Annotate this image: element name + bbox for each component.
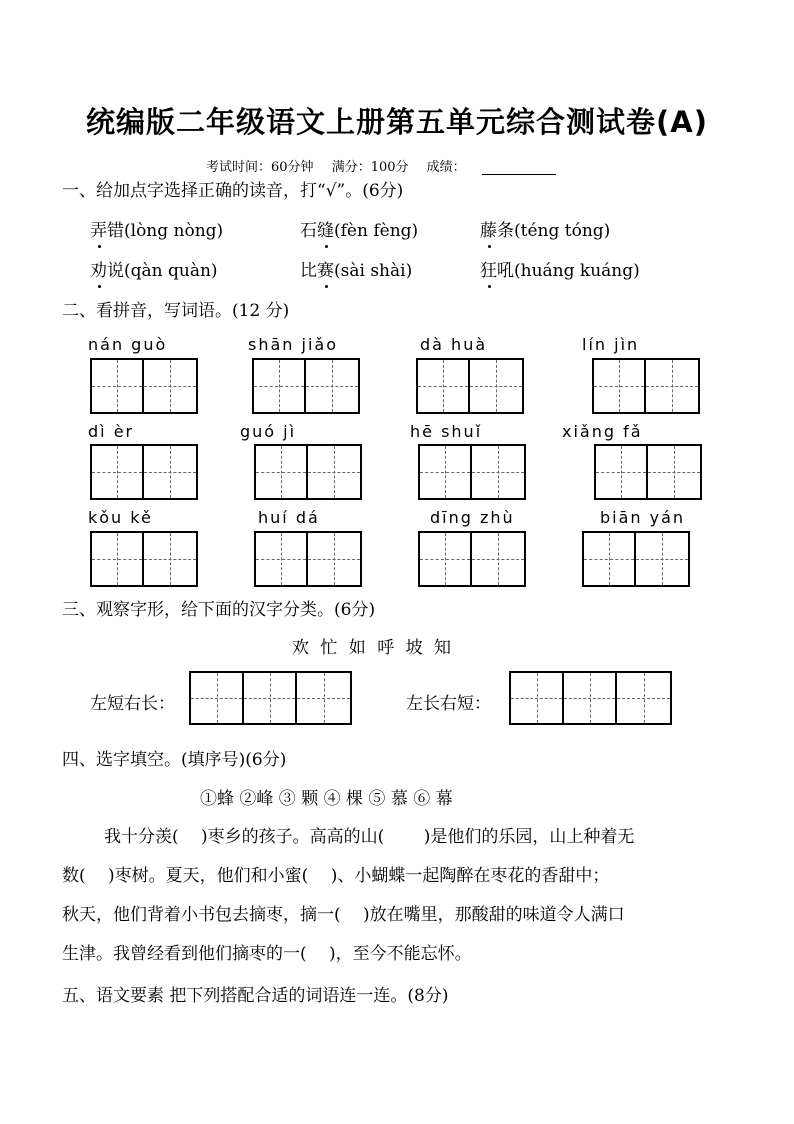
pinyin-label: dīng zhù xyxy=(430,508,515,527)
left-long-right-short-label: 左长右短： xyxy=(406,694,491,714)
section-5-heading: 五、语文要素 把下列搭配合适的词语连一连。(8分) xyxy=(62,986,449,1006)
choice-text: 吼(huáng kuáng) xyxy=(497,261,640,281)
dotted-char: 赛 xyxy=(317,261,334,281)
choice-item[interactable] xyxy=(480,216,610,241)
pinyin-label: xiǎng fǎ xyxy=(562,422,643,441)
fill-paragraph xyxy=(62,818,734,974)
score-label: 成绩： xyxy=(426,160,466,175)
section-3-heading: 三、观察字形，给下面的汉字分类。(6分) xyxy=(62,600,376,620)
exam-info xyxy=(206,156,570,175)
writing-grid[interactable] xyxy=(90,531,198,587)
choice-text: (sài shài) xyxy=(334,261,413,281)
choice-text: (fèn fèng) xyxy=(334,221,419,241)
left-short-right-long-label: 左短右长： xyxy=(90,694,175,714)
pinyin-label: shān jiǎo xyxy=(248,335,338,354)
pinyin-label: guó jì xyxy=(240,422,297,441)
section-4-heading: 四、选字填空。(填序号)(6分) xyxy=(62,750,287,770)
paragraph-line: 我十分羡( )枣乡的孩子。高高的山( )是他们的乐园，山上种着无 xyxy=(104,827,635,847)
choice-item[interactable] xyxy=(90,256,218,281)
paragraph-line: 生津。我曾经看到他们摘枣的一( )，至今不能忘怀。 xyxy=(62,944,472,964)
writing-grid[interactable] xyxy=(252,358,360,414)
classify-grid-left[interactable] xyxy=(189,671,352,725)
choice-prefix: 比 xyxy=(300,261,317,281)
pinyin-label: nán guò xyxy=(88,335,168,354)
writing-grid[interactable] xyxy=(90,358,198,414)
writing-grid[interactable] xyxy=(416,358,524,414)
writing-grid[interactable] xyxy=(592,358,700,414)
writing-grid[interactable] xyxy=(90,444,198,500)
score-blank[interactable] xyxy=(482,162,556,175)
choice-prefix: 石 xyxy=(300,221,317,241)
choice-item[interactable] xyxy=(90,216,223,241)
writing-grid[interactable] xyxy=(254,531,362,587)
dotted-char: 狂 xyxy=(480,261,497,281)
choice-text: 条(téng tóng) xyxy=(497,221,611,241)
classify-grid-right[interactable] xyxy=(509,671,672,725)
dotted-char: 藤 xyxy=(480,221,497,241)
dotted-char: 缝 xyxy=(317,221,334,241)
pinyin-label: dì èr xyxy=(88,422,135,441)
writing-grid[interactable] xyxy=(418,444,526,500)
paragraph-line: 秋天，他们背着小书包去摘枣，摘一( )放在嘴里，那酸甜的味道令人满口 xyxy=(62,905,625,925)
writing-grid[interactable] xyxy=(582,531,690,587)
choice-text: 错(lòng nòng) xyxy=(107,221,224,241)
pinyin-label: kǒu kě xyxy=(88,508,153,527)
choice-item[interactable] xyxy=(300,216,418,241)
writing-grid[interactable] xyxy=(254,444,362,500)
choice-text: 说(qàn quàn) xyxy=(107,261,218,281)
full-score: 满分：100分 xyxy=(331,160,409,175)
pinyin-label: biān yán xyxy=(600,508,686,527)
dotted-char: 劝 xyxy=(90,261,107,281)
writing-grid[interactable] xyxy=(594,444,702,500)
character-list: 欢 忙 如 呼 坡 知 xyxy=(292,638,455,658)
page-title: 统编版二年级语文上册第五单元综合测试卷(A) xyxy=(86,105,708,139)
pinyin-label: huí dá xyxy=(258,508,320,527)
pinyin-label: lín jìn xyxy=(582,335,640,354)
writing-grid[interactable] xyxy=(418,531,526,587)
paragraph-line: 数( )枣树。夏天，他们和小蜜( )、小蝴蝶一起陶醉在枣花的香甜中； xyxy=(62,866,610,886)
dotted-char: 弄 xyxy=(90,221,107,241)
choice-item[interactable] xyxy=(300,256,412,281)
option-list: ①蜂 ②峰 ③ 颗 ④ 棵 ⑤ 慕 ⑥ 幕 xyxy=(200,789,453,809)
section-1-heading: 一、给加点字选择正确的读音，打“√”。(6分) xyxy=(62,181,404,201)
choice-item[interactable] xyxy=(480,256,640,281)
exam-time: 考试时间：60分钟 xyxy=(206,160,314,175)
pinyin-label: dà huà xyxy=(420,335,488,354)
section-2-heading: 二、看拼音，写词语。(12 分) xyxy=(62,301,290,321)
pinyin-label: hē shuǐ xyxy=(410,422,483,441)
